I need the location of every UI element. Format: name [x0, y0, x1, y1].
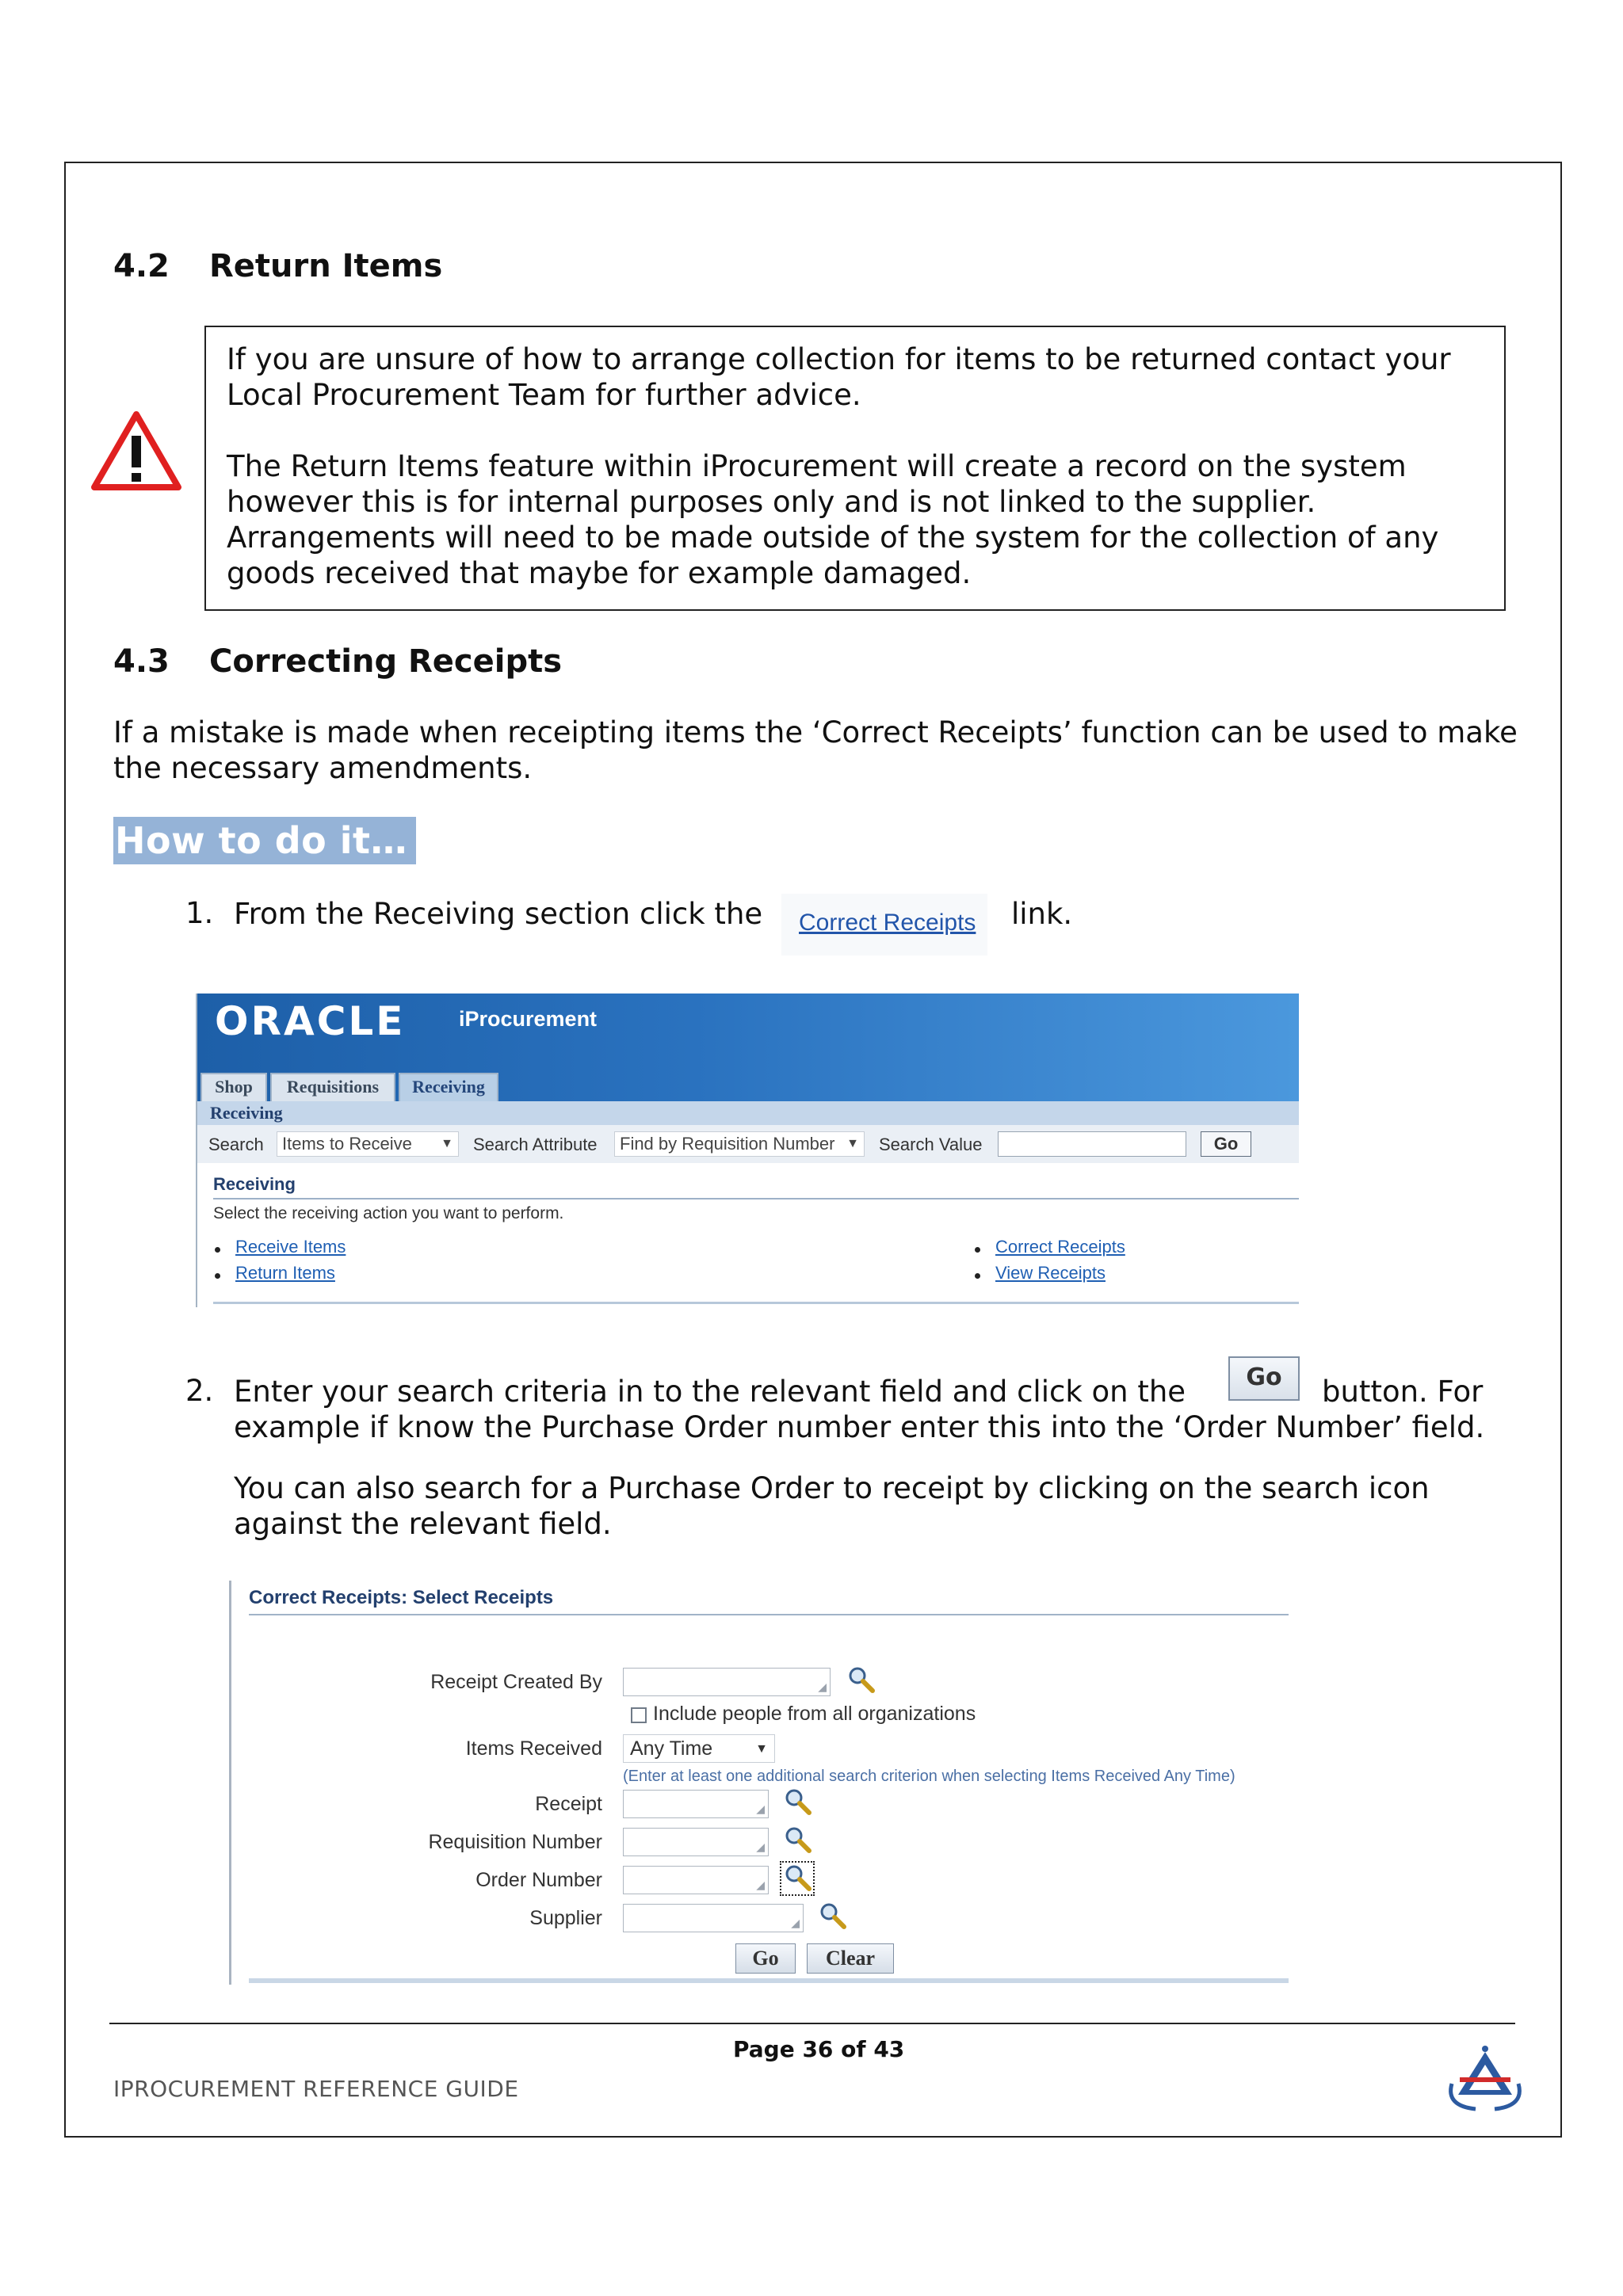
- guide-name: IPROCUREMENT REFERENCE GUIDE: [113, 2076, 519, 2102]
- subtab-receiving[interactable]: Receiving: [197, 1101, 1299, 1125]
- bullet: [215, 1247, 220, 1253]
- tab-requisitions[interactable]: Requisitions: [270, 1073, 395, 1101]
- step-1-text-after: link.: [1011, 897, 1073, 931]
- search-icon[interactable]: [848, 1666, 875, 1693]
- go-button[interactable]: Go: [735, 1943, 796, 1974]
- search-icon[interactable]: [819, 1902, 846, 1929]
- search-select-value: Items to Receive: [282, 1134, 412, 1154]
- correct-receipts-link[interactable]: Correct Receipts: [995, 1237, 1125, 1257]
- search-icon[interactable]: [785, 1788, 812, 1815]
- search-label: Search: [208, 1135, 264, 1154]
- footer-rule: [109, 2023, 1515, 2024]
- chevron-down-icon: ▼: [755, 1742, 768, 1756]
- receipt-created-by-input[interactable]: ◢: [623, 1668, 831, 1696]
- bullet: [215, 1273, 220, 1279]
- order-number-input[interactable]: ◢: [623, 1866, 769, 1894]
- section-43-intro: If a mistake is made when receipting items the ‘Correct Receipts’ function can be used to make the necessary amendments.: [113, 715, 1518, 785]
- receive-items-link[interactable]: Receive Items: [235, 1237, 346, 1257]
- include-people-checkbox[interactable]: [631, 1707, 647, 1723]
- order-number-label: Order Number: [475, 1869, 602, 1891]
- step-2-line1: Enter your search criteria in to the relevant field and click on the: [234, 1375, 1186, 1409]
- search-value-input[interactable]: [998, 1131, 1186, 1157]
- correct-receipts-inline-label[interactable]: Correct Receipts: [799, 910, 976, 936]
- search-bar: [197, 1125, 1299, 1163]
- search-icon[interactable]: [785, 1826, 812, 1853]
- step-2-line2: example if know the Purchase Order number enter this into the ‘Order Number’ field.: [234, 1410, 1485, 1444]
- receipt-input[interactable]: ◢: [623, 1790, 769, 1818]
- organisation-logo-icon: [1444, 2042, 1526, 2115]
- requisition-number-input[interactable]: ◢: [623, 1828, 769, 1856]
- divider: [213, 1302, 1299, 1304]
- correct-receipts-title: Correct Receipts: Select Receipts: [249, 1587, 1289, 1615]
- warning-box: [204, 326, 1506, 611]
- divider: [249, 1978, 1289, 1983]
- clear-button[interactable]: Clear: [807, 1943, 894, 1974]
- step-2-line1-after: button. For: [1322, 1375, 1484, 1409]
- go-inline-button[interactable]: Go: [1228, 1356, 1300, 1401]
- items-received-value: Any Time: [630, 1737, 713, 1760]
- receiving-section-title: Receiving: [213, 1174, 1299, 1199]
- view-receipts-link[interactable]: View Receipts: [995, 1263, 1106, 1283]
- items-received-hint: (Enter at least one additional search criterion when selecting Items Received Any Time): [623, 1768, 1235, 1785]
- chevron-down-icon: ▼: [846, 1137, 859, 1150]
- warning-paragraph-2: The Return Items feature within iProcurement will create a record on the system however this is for internal purposes only and is not linked to the supplier. Arrangements will need to be made outside of the system for the collection of any goods received that maybe for example damaged.: [227, 449, 1439, 590]
- section-43-title: Correcting Receipts: [209, 643, 563, 680]
- section-42-title: Return Items: [209, 248, 443, 284]
- how-to-banner: How to do it…: [113, 817, 416, 864]
- supplier-input[interactable]: ◢: [623, 1904, 804, 1932]
- section-42-number: 4.2: [113, 248, 170, 284]
- step-1-text: From the Receiving section click the: [234, 897, 763, 931]
- search-attribute-select[interactable]: [614, 1131, 865, 1157]
- search-value-label: Search Value: [879, 1135, 983, 1154]
- search-attribute-value: Find by Requisition Number: [620, 1134, 835, 1154]
- step-2-extra: You can also search for a Purchase Order to receipt by clicking on the search icon against the relevant field.: [234, 1471, 1430, 1541]
- tab-receiving[interactable]: Receiving: [399, 1073, 498, 1101]
- bullet: [975, 1273, 980, 1279]
- bullet: [975, 1247, 980, 1253]
- items-received-select[interactable]: [623, 1734, 775, 1763]
- go-button[interactable]: Go: [1201, 1131, 1251, 1157]
- app-name: iProcurement: [459, 1007, 598, 1031]
- receipt-label: Receipt: [535, 1793, 602, 1815]
- supplier-label: Supplier: [529, 1907, 602, 1929]
- correct-receipts-screenshot: [229, 1581, 1289, 1985]
- receipt-created-by-label: Receipt Created By: [430, 1671, 602, 1693]
- oracle-receiving-screenshot: [196, 994, 1299, 1307]
- include-people-label: Include people from all organizations: [653, 1703, 976, 1725]
- items-received-label: Items Received: [465, 1737, 602, 1760]
- chevron-down-icon: ▼: [441, 1137, 453, 1150]
- warning-triangle-icon: [90, 410, 182, 491]
- step-1-number: 1.: [185, 896, 214, 930]
- requisition-number-label: Requisition Number: [428, 1831, 602, 1853]
- receiving-instruction: Select the receiving action you want to perform.: [213, 1204, 564, 1222]
- correct-receipts-inline-link[interactable]: [781, 894, 987, 955]
- search-select[interactable]: [277, 1131, 459, 1157]
- section-43-number: 4.3: [113, 643, 170, 680]
- warning-paragraph-1: If you are unsure of how to arrange collection for items to be returned contact your Local Procurement Team for further advice.: [227, 342, 1451, 412]
- return-items-link[interactable]: Return Items: [235, 1263, 335, 1283]
- search-icon[interactable]: [785, 1864, 812, 1891]
- step-2-number: 2.: [185, 1374, 214, 1408]
- oracle-logo: ORACLE: [215, 998, 406, 1044]
- search-attribute-label: Search Attribute: [473, 1135, 598, 1154]
- tab-shop[interactable]: Shop: [200, 1073, 267, 1101]
- page-number: Page 36 of 43: [733, 2036, 905, 2062]
